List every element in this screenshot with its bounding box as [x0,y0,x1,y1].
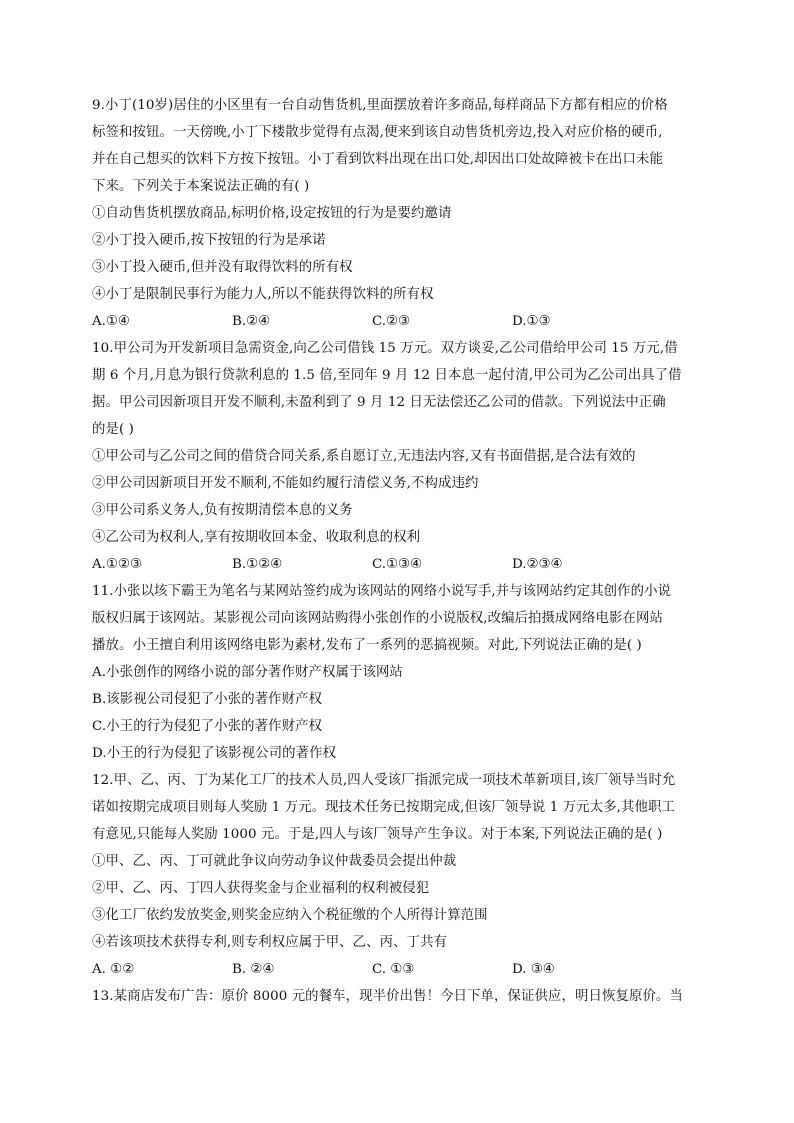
option-b: B.②④ [232,314,271,329]
option-b: B.该影视公司侵犯了小张的著作财产权 [92,692,323,707]
question-stem-line: 期 6 个月,月息为银行贷款利息的 1.5 倍,至同年 9 月 12 日本息一起付清,甲公司为乙公司出具了借 [92,368,682,383]
option-b: B. ②④ [232,962,275,977]
question-stem-line: 版权归属于该网站。某影视公司向该网站购得小张创作的小说版权,改编后拍摄成网络电影在网站 [92,611,663,626]
statement: ①甲公司与乙公司之间的借贷合同关系,系自愿订立,无违法内容,又有书面借据,是合法有效的 [92,449,636,464]
option-c: C.小王的行为侵犯了小张的著作财产权 [92,719,323,734]
option-b: B.①②④ [232,557,283,572]
statement: ②小丁投入硬币,按下按钮的行为是承诺 [92,233,326,248]
option-a: A. ①② [92,962,135,977]
question-stem-line: 10.甲公司为开发新项目急需资金,向乙公司借钱 15 万元。双方谈妥,乙公司借给甲公司 15 万元,借 [92,341,678,356]
answer-options [92,551,704,578]
statement: ④小丁是限制民事行为能力人,所以不能获得饮料的所有权 [92,287,434,302]
option-a: A.①②③ [92,557,142,572]
option-a: A.①④ [92,314,130,329]
question-stem-line: 据。甲公司因新项目开发不顺利,未盈利到了 9 月 12 日无法偿还乙公司的借款。下列说法中正确 [92,395,666,410]
statement: ④若该项技术获得专利,则专利权应属于甲、乙、丙、丁共有 [92,935,448,950]
question-stem-line: 诺如按期完成项目则每人奖励 1 万元。现技术任务已按期完成,但该厂领导说 1 万元太多,其他职工 [92,800,675,815]
statement: ②甲、乙、丙、丁四人获得奖金与企业福利的权利被侵犯 [92,881,430,896]
option-d: D.①③ [512,314,551,329]
statement: ③化工厂依约发放奖金,则奖金应纳入个税征缴的个人所得计算范围 [92,908,488,923]
exam-page [92,92,704,1010]
question-12 [92,767,704,983]
statement: ①甲、乙、丙、丁可就此争议向劳动争议仲裁委员会提出仲裁 [92,854,457,869]
question-stem-line: 的是( ) [92,422,134,437]
question-stem-line: 12.甲、乙、丙、丁为某化工厂的技术人员,四人受该厂指派完成一项技术革新项目,该厂领导当时允 [92,773,676,788]
question-13 [92,983,704,1010]
option-d: D. ③④ [512,962,555,977]
question-9 [92,92,704,335]
option-a: A.小张创作的网络小说的部分著作财产权属于该网站 [92,665,403,680]
question-stem-line: 9.小丁(10岁)居住的小区里有一台自动售货机,里面摆放着许多商品,每样商品下方都有相应的价格 [92,98,668,113]
question-stem-line: 13.某商店发布广告：原价 8000 元的餐车，现半价出售！今日下单，保证供应，明日恢复原价。当 [92,989,683,1004]
statement: ④乙公司为权利人,享有按期收回本金、收取利息的权利 [92,530,421,545]
statement: ③甲公司系义务人,负有按期清偿本息的义务 [92,503,353,518]
question-stem-line: 有意见,只能每人奖励 1000 元。于是,四人与该厂领导产生争议。对于本案,下列说法正确的是( ) [92,827,663,842]
option-c: C.②③ [372,314,411,329]
question-stem-line: 11.小张以垓下霸王为笔名与某网站签约成为该网站的网络小说写手,并与该网站约定其创作的小说 [92,584,672,599]
question-10 [92,335,704,578]
question-stem-line: 播放。小王擅自利用该网络电影为素材,发布了一系列的恶搞视频。对此,下列说法正确的是( ) [92,638,642,653]
statement: ①自动售货机摆放商品,标明价格,设定按钮的行为是要约邀请 [92,206,452,221]
question-11 [92,578,704,767]
option-d: D.小王的行为侵犯了该影视公司的著作权 [92,746,337,761]
option-d: D.②③④ [512,557,563,572]
statement: ②甲公司因新项目开发不顺利,不能如约履行清偿义务,不构成违约 [92,476,479,491]
option-c: C. ①③ [372,962,415,977]
question-stem-line: 并在自己想买的饮料下方按下按钮。小丁看到饮料出现在出口处,却因出口处故障被卡在出口未能 [92,152,663,167]
answer-options [92,308,704,335]
answer-options [92,956,704,983]
statement: ③小丁投入硬币,但并没有取得饮料的所有权 [92,260,353,275]
question-stem-line: 标签和按钮。一天傍晚,小丁下楼散步觉得有点渴,便来到该自动售货机旁边,投入对应价格的硬币, [92,125,663,140]
option-c: C.①③④ [372,557,423,572]
question-stem-line: 下来。下列关于本案说法正确的有( ) [92,179,310,194]
